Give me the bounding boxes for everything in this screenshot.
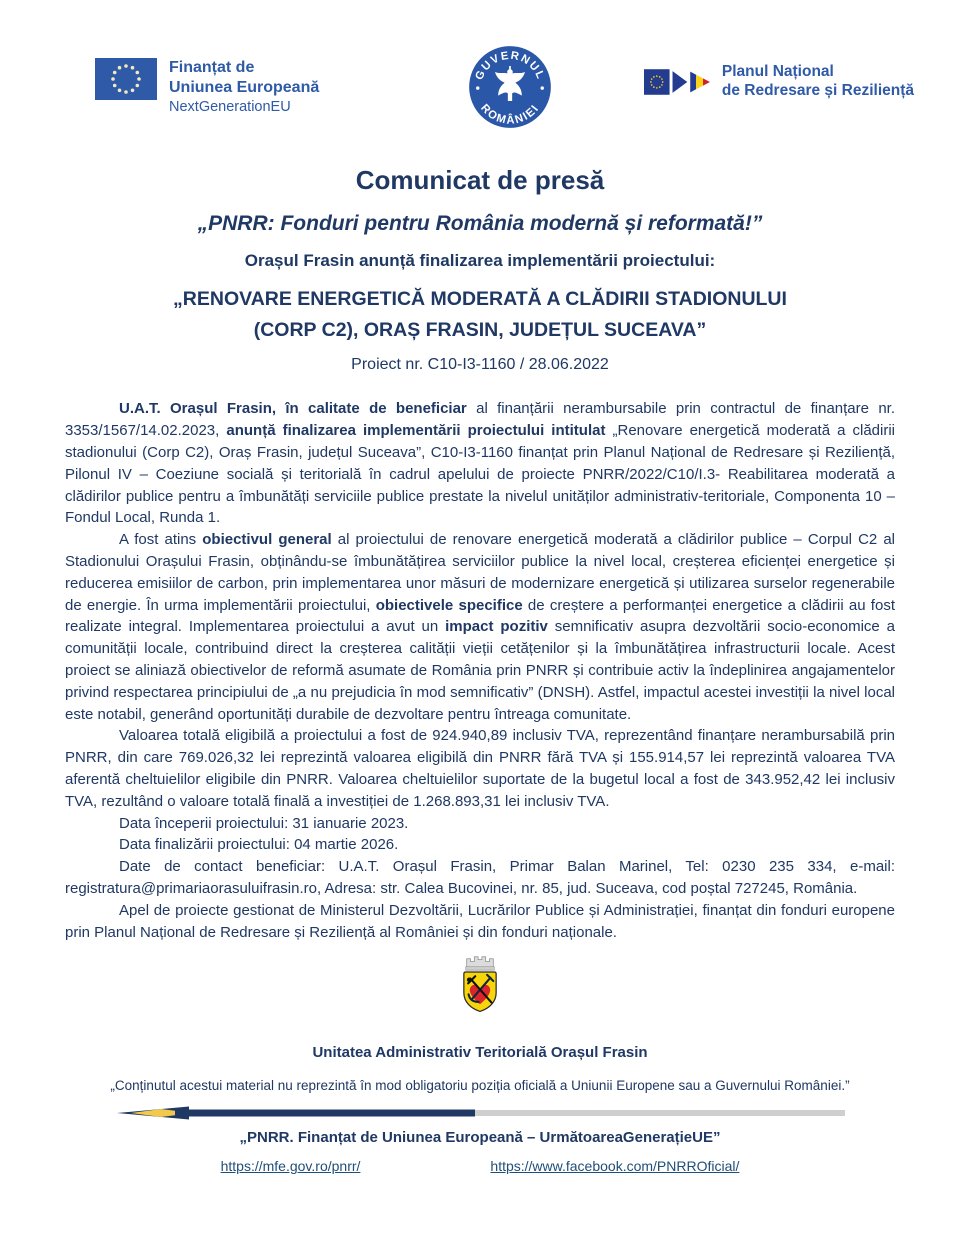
pnrr-logo-line2: de Redresare și Reziliență xyxy=(721,82,914,99)
mfe-link[interactable]: https://mfe.gov.ro/pnrr/ xyxy=(220,1158,361,1175)
project-title-line1: „RENOVARE ENERGETICĂ MODERATĂ A CLĂDIRII STADIONULUI xyxy=(173,288,787,310)
gov-seal-icon xyxy=(467,44,553,130)
header-logos xyxy=(0,0,960,135)
project-title xyxy=(0,284,960,346)
page-title: Comunicat de presă xyxy=(355,165,605,195)
pnrr-logo xyxy=(644,56,914,108)
romanian-government-seal xyxy=(467,44,553,135)
pnrr-logo-line1: Planul Național xyxy=(721,63,834,81)
eu-funded-line3: NextGenerationEU xyxy=(169,99,291,116)
pnrr-logo-text xyxy=(722,63,914,100)
footer-links xyxy=(0,1158,960,1174)
paragraph: Data finalizării proiectului: 04 martie 2026. xyxy=(119,836,399,854)
eu-funded-logo xyxy=(95,58,375,117)
paragraph: Data începerii proiectului: 31 ianuarie 2023. xyxy=(119,814,409,832)
footer-pnrr-line: „PNRR. Finanțat de Uniunea Europeană – UrmătoareaGenerațieUE” xyxy=(239,1129,721,1147)
eu-funded-line1: Finanțat de xyxy=(169,59,255,76)
paragraph: U.A.T. Orașul Frasin, în calitate de beneficiar al finanțării nerambursabile prin contractul de finanțare nr. 3353/1567/14.02.2023, anunță finalizarea implementării proiectului intitulat „Renovare energetică moderată a clădirii stadionului (Corp C2), Oraș Frasin, județul Suceava”, C10-I3-1160 finanțat prin Planul Național de Redresare și Reziliență, Pilonul IV – Coeziune socială și teritorială în cadrul apelului de proiecte PNRR/2022/C10/I.3- Reabilitarea moderată a clădirilor publice pentru a îmbunătăți serviciile publice prestate la nivelul unităților administrativ-teritoriale, Componenta 10 – Fondul Local, Runda 1. xyxy=(65,400,896,527)
paragraph: Apel de proiecte gestionat de Ministerul Dezvoltării, Lucrărilor Publice și Administrației, finanțat din fonduri europene prin Planul Național de Redresare și Reziliență al României și din fonduri naționale. xyxy=(65,901,895,941)
frasin-coat-of-arms xyxy=(0,949,960,1038)
eu-flag-icon xyxy=(95,58,157,100)
project-title-line2: (CORP C2), ORAȘ FRASIN, JUDEȚUL SUCEAVA” xyxy=(253,319,707,342)
paragraph: A fost atins obiectivul general al proiectului de renovare energetică moderată a clădirilor publice – Corpul C2 al Stadionului Orașului Frasin, obținându-se îmbunătățirea serviciilor publice la nivel local, creșterea eficienței energetice și reducerea emisiilor de carbon, prin implementarea unor măsuri de modernizare energetică și utilizarea surselor regenerabile de energie. În urma implementării proiectului, obiectivele specifice de creștere a performanței energetice a clădirii au fost realizate integral. Implementarea proiectului a avut un impact pozitiv semnificativ asupra dezvoltării socio-economice a comunității locale, contribuind direct la creșterea calității vieții cetățenilor și la îmbunătățirea infrastructurii locale. Acest proiect se aliniază obiectivelor de reformă asumate de România prin PNRR și contribuie activ la îndeplinirea angajamentelor privind respectarea principiului de „a nu prejudicia în mod semnificativ” (DNSH). Astfel, impactul acestei investiții la nivel local este notabil, generând oportunități durabile de dezvoltare pentru întreaga comunitate. xyxy=(65,531,895,723)
pnrr-arrows-icon xyxy=(644,56,712,108)
facebook-pnrr-link[interactable]: https://www.facebook.com/PNRROficial/ xyxy=(490,1158,740,1175)
svg-text:GUVERNUL: GUVERNUL xyxy=(472,49,547,82)
organization-name: Unitatea Administrativ Teritorială Orașul Frasin xyxy=(312,1044,648,1062)
disclaimer-text: „Conținutul acestui material nu reprezintă în mod obligatoriu poziția oficială a Uniunii Europene sau a Guvernului României.” xyxy=(110,1078,850,1094)
announcement-line: Orașul Frasin anunță finalizarea implementării proiectului: xyxy=(244,251,716,270)
paragraph: Valoarea totală eligibilă a proiectului a fost de 924.940,89 inclusiv TVA, reprezentând finanțare nerambursabilă prin PNRR, din care 769.026,32 lei reprezintă valoarea eligibilă din PNRR fără TVA și 155.914,57 lei reprezintă valoarea TVA aferentă cheltuielilor eligibile din PNRR. Valoarea cheltuielilor suportate de la bugetul local a fost de 343.952,42 lei inclusiv TVA, rezultând o valoare totală finală a investiției de 1.268.893,31 lei inclusiv TVA. xyxy=(65,727,895,810)
pnrr-slogan: „PNRR: Fonduri pentru România modernă și reformată!” xyxy=(197,212,763,235)
eu-funded-text xyxy=(169,58,319,117)
footer-divider-icon xyxy=(115,1105,845,1121)
footer-divider xyxy=(115,1105,845,1121)
paragraph: Date de contact beneficiar: U.A.T. Orașul Frasin, Primar Balan Marinel, Tel: 0230 235 334, e-mail: registratura@primariaorasuluifrasin.ro, Adresa: str. Calea Bucovinei, nr. 85, jud. Suceava, cod poștal 727245, România. xyxy=(65,858,895,897)
project-reference: Proiect nr. C10-I3-1160 / 28.06.2022 xyxy=(351,356,609,374)
svg-text:ROMÂNIEI: ROMÂNIEI xyxy=(477,102,542,127)
body-text xyxy=(65,398,895,943)
eu-funded-line2: Uniunea Europeană xyxy=(169,78,320,96)
frasin-crest-icon xyxy=(442,949,518,1033)
